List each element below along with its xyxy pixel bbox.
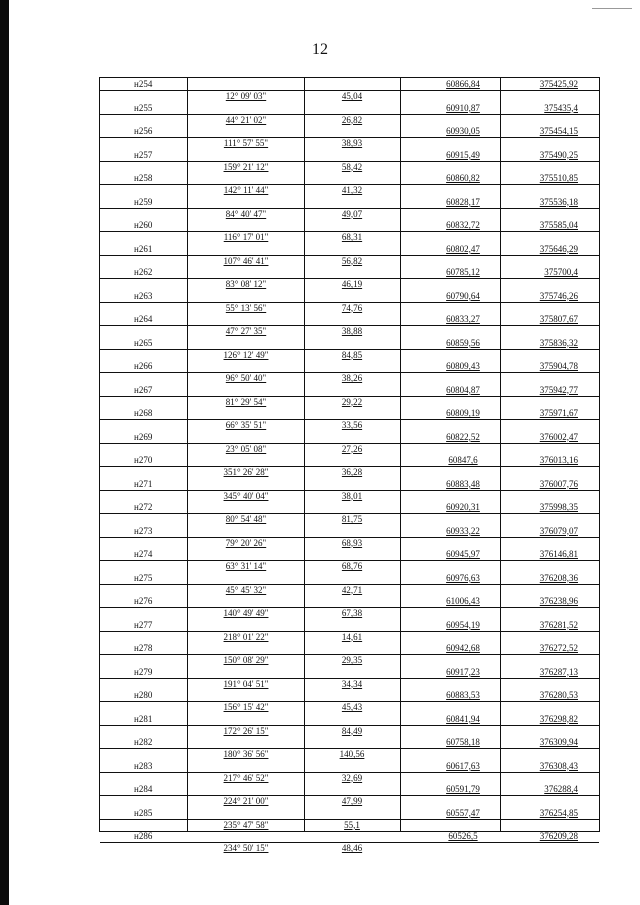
point-label: н264 [134, 314, 153, 324]
segment-length: 47,99 [341, 796, 363, 806]
direction-angle: 55° 13' 56" [225, 302, 267, 313]
point-label: н255 [134, 102, 153, 113]
segment-length: 33,56 [341, 420, 363, 430]
x-coordinate: 60802,47 [446, 243, 480, 254]
direction-angle: 84° 40' 47" [225, 208, 267, 219]
segment-length: 68,31 [341, 232, 363, 242]
direction-angle: 159° 21' 12" [223, 161, 269, 172]
direction-angle: 234° 50' 15" [223, 843, 269, 853]
segment-length: 67,38 [341, 608, 363, 618]
direction-angle: 235° 47' 58" [223, 819, 269, 830]
point-label: н282 [134, 737, 153, 747]
table-row [100, 196, 599, 220]
point-label: н266 [134, 361, 153, 371]
table-row [100, 172, 599, 196]
point-label: н270 [134, 455, 153, 465]
table-row [100, 642, 599, 666]
y-coordinate: 375746,26 [539, 290, 578, 301]
table-row [100, 360, 599, 384]
x-coordinate: 61006,43 [446, 596, 480, 606]
x-coordinate: 60841,94 [446, 713, 480, 724]
y-coordinate: 375646,29 [539, 243, 578, 254]
scan-edge-bar [0, 0, 9, 905]
y-coordinate: 376308,43 [539, 760, 578, 771]
segment-length: 48,46 [341, 843, 363, 853]
table-row [100, 407, 599, 431]
y-coordinate: 376309,94 [539, 737, 578, 747]
segment-length: 68,93 [341, 537, 363, 548]
segment-length: 45,43 [341, 702, 363, 712]
x-coordinate: 60945,97 [446, 549, 480, 559]
point-label: н263 [134, 290, 153, 301]
table-row [100, 384, 599, 408]
y-coordinate: 375454,15 [539, 126, 578, 136]
y-coordinate: 376013,16 [539, 455, 578, 465]
x-coordinate: 60617,63 [446, 760, 480, 771]
segment-length: 38,26 [341, 373, 363, 383]
direction-angle: 23° 05' 08" [225, 443, 267, 454]
y-coordinate: 375971,67 [539, 408, 578, 418]
x-coordinate: 60954,19 [446, 619, 480, 630]
segment-length: 32,69 [341, 772, 363, 783]
segment-length: 68,76 [341, 561, 363, 571]
segment-length: 55,1 [344, 819, 360, 830]
point-label: н276 [134, 596, 153, 606]
point-label: н258 [134, 173, 153, 183]
table-row [100, 525, 599, 549]
point-label: н268 [134, 408, 153, 418]
x-coordinate: 60883,48 [446, 478, 480, 489]
segment-length: 84,85 [341, 349, 363, 360]
y-coordinate: 375536,18 [539, 196, 578, 207]
table-row [100, 78, 599, 102]
x-coordinate: 60785,12 [446, 267, 480, 277]
table-row [100, 713, 599, 737]
direction-angle: 47° 27' 35" [225, 326, 267, 336]
point-label: н279 [134, 666, 153, 677]
direction-angle: 218° 01' 22" [223, 631, 269, 642]
x-coordinate: 60859,56 [446, 337, 480, 348]
point-label: н254 [134, 79, 153, 89]
table-row [100, 572, 599, 596]
table-row [100, 454, 599, 478]
segment-length: 38,01 [341, 490, 363, 501]
direction-angle: 180° 36' 56" [223, 749, 269, 759]
point-label: н278 [134, 643, 153, 653]
segment-length: 29,22 [341, 396, 363, 407]
point-label: н265 [134, 337, 153, 348]
segment-length: 74,76 [341, 302, 363, 313]
x-coordinate: 60526,5 [448, 831, 478, 841]
y-coordinate: 376298,82 [539, 713, 578, 724]
table-row [100, 830, 599, 854]
point-label: н275 [134, 572, 153, 583]
direction-angle: 191° 04' 51" [223, 678, 269, 689]
direction-angle: 96° 50' 40" [225, 373, 267, 383]
direction-angle: 172° 26' 15" [223, 725, 269, 736]
direction-angle: 83° 08' 12" [225, 279, 267, 289]
table-row [100, 219, 599, 243]
table-row [100, 760, 599, 784]
x-coordinate: 60822,52 [446, 431, 480, 442]
segment-length: 56,82 [341, 255, 363, 266]
segment-length: 14,61 [341, 631, 363, 642]
point-label: н262 [134, 267, 153, 277]
top-rule [592, 8, 632, 9]
y-coordinate: 375510,85 [539, 173, 578, 183]
direction-angle: 224° 21' 00" [223, 796, 269, 806]
table-row [100, 807, 599, 831]
table-row [100, 689, 599, 713]
y-coordinate: 375435,4 [544, 102, 578, 113]
point-label: н271 [134, 478, 153, 489]
point-label: н267 [134, 384, 153, 395]
segment-length: 26,82 [341, 114, 363, 125]
point-label: н273 [134, 525, 153, 536]
x-coordinate: 60557,47 [446, 807, 480, 818]
direction-angle: 44° 21' 02" [225, 114, 267, 125]
y-coordinate: 375942,77 [539, 384, 578, 395]
x-coordinate: 60933,22 [446, 525, 480, 536]
segment-length: 84,49 [341, 725, 363, 736]
x-coordinate: 60915,49 [446, 149, 480, 160]
point-label: н280 [134, 690, 153, 700]
segment-length: 38,93 [341, 138, 363, 148]
point-label: н285 [134, 807, 153, 818]
direction-angle: 63° 31' 14" [225, 561, 267, 571]
table-row [100, 548, 599, 572]
y-coordinate: 375904,78 [539, 361, 578, 371]
direction-angle: 111° 57' 55" [223, 138, 269, 148]
direction-angle: 107° 46' 41" [223, 255, 269, 266]
table-row [100, 666, 599, 690]
y-coordinate: 375998,35 [539, 502, 578, 512]
table-row [100, 595, 599, 619]
table-row [100, 243, 599, 267]
direction-angle: 150° 08' 29" [223, 655, 269, 665]
table-row [100, 501, 599, 525]
segment-length: 29,35 [341, 655, 363, 665]
y-coordinate: 375836,32 [539, 337, 578, 348]
segment-length: 41,32 [341, 185, 363, 195]
segment-length: 140,56 [339, 749, 365, 759]
point-label: н272 [134, 502, 153, 512]
point-label: н269 [134, 431, 153, 442]
y-coordinate: 375807,67 [539, 314, 578, 324]
point-label: н286 [134, 831, 153, 841]
point-label: н284 [134, 784, 153, 794]
y-coordinate: 376007,76 [539, 478, 578, 489]
x-coordinate: 60866,84 [446, 79, 480, 89]
y-coordinate: 376287,13 [539, 666, 578, 677]
direction-angle: 345° 40' 04" [223, 490, 269, 501]
x-coordinate: 60832,72 [446, 220, 480, 230]
y-coordinate: 376079,07 [539, 525, 578, 536]
y-coordinate: 376146,81 [539, 549, 578, 559]
table-row [100, 736, 599, 760]
x-coordinate: 60804,87 [446, 384, 480, 395]
segment-length: 46,19 [341, 279, 363, 289]
point-label: н257 [134, 149, 153, 160]
direction-angle: 79° 20' 26" [225, 537, 267, 548]
x-coordinate: 60942,68 [446, 643, 480, 653]
table-row [100, 337, 599, 361]
y-coordinate: 376002,47 [539, 431, 578, 442]
table-row [100, 266, 599, 290]
table-row [100, 313, 599, 337]
segment-length: 34,34 [341, 678, 363, 689]
direction-angle: 81° 29' 54" [225, 396, 267, 407]
table-row [100, 149, 599, 173]
segment-length: 36,28 [341, 467, 363, 477]
segment-length: 42,71 [341, 584, 363, 595]
y-coordinate: 375585,04 [539, 220, 578, 230]
y-coordinate: 376209,28 [539, 831, 578, 841]
table-row [100, 783, 599, 807]
point-label: н260 [134, 220, 153, 230]
y-coordinate: 376254,85 [539, 807, 578, 818]
segment-length: 45,04 [341, 91, 363, 101]
point-label: н277 [134, 619, 153, 630]
x-coordinate: 60833,27 [446, 314, 480, 324]
table-row [100, 478, 599, 502]
x-coordinate: 60976,63 [446, 572, 480, 583]
point-label: н256 [134, 126, 153, 136]
point-label: н274 [134, 549, 153, 559]
x-coordinate: 60883,53 [446, 690, 480, 700]
x-coordinate: 60809,43 [446, 361, 480, 371]
coordinates-table [99, 77, 600, 853]
y-coordinate: 375700,4 [544, 267, 578, 277]
direction-angle: 116° 17' 01" [223, 232, 269, 242]
y-coordinate: 376280,53 [539, 690, 578, 700]
x-coordinate: 60930,05 [446, 126, 480, 136]
x-coordinate: 60790,64 [446, 290, 480, 301]
direction-angle: 126° 12' 49" [223, 349, 269, 360]
page-number: 12 [312, 41, 328, 58]
y-coordinate: 375425,92 [539, 79, 578, 89]
segment-length: 27,26 [341, 443, 363, 454]
segment-length: 49,07 [341, 208, 363, 219]
table-row [100, 125, 599, 149]
point-label: н259 [134, 196, 153, 207]
table-row [100, 290, 599, 314]
direction-angle: 142° 11' 44" [223, 185, 269, 195]
direction-angle: 217° 46' 52" [223, 772, 269, 783]
direction-angle: 12° 09' 03" [225, 91, 267, 101]
x-coordinate: 60860,82 [446, 173, 480, 183]
point-label: н283 [134, 760, 153, 771]
direction-angle: 140° 49' 49" [223, 608, 269, 618]
y-coordinate: 376281,52 [539, 619, 578, 630]
direction-angle: 66° 35' 51" [225, 420, 267, 430]
x-coordinate: 60828,17 [446, 196, 480, 207]
table-row [100, 102, 599, 126]
direction-angle: 351° 26' 28" [223, 467, 269, 477]
x-coordinate: 60920,31 [446, 502, 480, 512]
y-coordinate: 376238,96 [539, 596, 578, 606]
x-coordinate: 60809,19 [446, 408, 480, 418]
x-coordinate: 60758,18 [446, 737, 480, 747]
y-coordinate: 376288,4 [544, 784, 578, 794]
point-label: н281 [134, 713, 153, 724]
segment-length: 81,75 [341, 514, 363, 524]
y-coordinate: 376272,52 [539, 643, 578, 653]
table-row [100, 619, 599, 643]
x-coordinate: 60910,87 [446, 102, 480, 113]
x-coordinate: 60591,79 [446, 784, 480, 794]
y-coordinate: 376208,36 [539, 572, 578, 583]
y-coordinate: 375490,25 [539, 149, 578, 160]
direction-angle: 80° 54' 48" [225, 514, 267, 524]
direction-angle: 45° 45' 32" [225, 584, 267, 595]
segment-length: 58,42 [341, 161, 363, 172]
x-coordinate: 60847,6 [448, 455, 478, 465]
x-coordinate: 60917,23 [446, 666, 480, 677]
segment-length: 38,88 [341, 326, 363, 336]
direction-angle: 156° 15' 42" [223, 702, 269, 712]
table-row [100, 431, 599, 455]
point-label: н261 [134, 243, 153, 254]
